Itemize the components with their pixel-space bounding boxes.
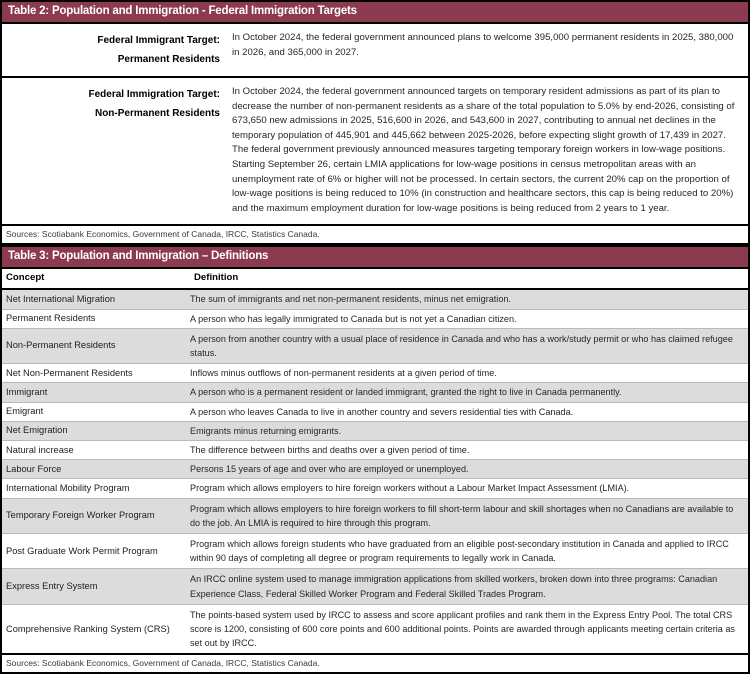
table-2-federal-immigration-targets [0,0,750,245]
table-row [2,364,748,383]
table-3-title: Table 3: Population and Immigration – Definitions [2,247,748,269]
definition-cell: Persons 15 years of age and over who are employed or unemployed. [190,464,469,475]
concept-cell: Non-Permanent Residents [6,340,116,351]
definition-cell: A person from another country with a usual place of residence in Canada and who has a work/study permit or who has claimed refugee status. [190,333,733,358]
table-2-body [2,24,748,224]
table-row [2,403,748,422]
concept-cell: Permanent Residents [6,313,96,324]
definition-cell: A person who has legally immigrated to Canada but is not yet a Canadian citizen. [190,313,517,324]
concept-cell: Labour Force [6,463,62,474]
table-row [2,329,748,364]
table-row [2,310,748,329]
definition-cell: A person who is a permanent resident or landed immigrant, granted the right to live in Canada permanently. [190,387,622,398]
table-2-row-1-label-line-2: Permanent Residents [117,54,220,65]
definition-cell: Program which allows employers to hire foreign workers to fill short-term labour and skill shortages when no Canadians are available to do the job. An LMIA is required to hire through this program. [190,503,734,528]
definition-cell: Program which allows employers to hire foreign workers without a Labour Market Impact Assessment (LMIA). [190,483,630,494]
concept-cell: Immigrant [6,386,48,397]
concept-cell: Net International Migration [6,293,116,304]
table-2-row-1-text: In October 2024, the federal government announced plans to welcome 395,000 permanent residents in 2025, 380,000 in 2026, and 365,000 in 2027. [232,32,734,58]
table-2-row-1-label [2,24,232,76]
concept-cell: Emigrant [6,406,44,417]
table-3-definitions [0,245,750,674]
definition-cell: The difference between births and deaths over a given period of time. [190,444,470,455]
table-row [2,479,748,498]
table-row [2,383,748,402]
column-header-definition: Definition [194,272,239,284]
table-3-header-row [2,269,748,290]
table-3-sources: Sources: Scotiabank Economics, Government of Canada, IRCC, Statistics Canada. [2,653,748,672]
table-2-sources: Sources: Scotiabank Economics, Government of Canada, IRCC, Statistics Canada. [2,224,748,243]
table-row [2,422,748,441]
concept-cell: Express Entry System [6,581,98,592]
table-2-row-2-text: In October 2024, the federal government announced targets on temporary resident admissions as part of its plan to decrease the number of non-permanent residents as a share of the total population to 5.0% by end-2026, consisting of 673,650 new admissions in 2025, 516,600 in 2026, and 543,600 in 2027, contributing to annual net declines in the temporary population of 445,901 and 445,662 between 2025-2026, before expecting slight growth of 17,439 in 2027. The federal government previously announced measures targeting temporary foreign workers in low-wage positions. Starting September 26, certain LMIA applications for low-wage positions in census metropolitan areas with an unemployment rate of 6% or higher will not be processed. In certain sectors, the current 20% cap on the proportion of low-wage positions is being reduced to 10% (in construction and healthcare sectors, this cap is being reduced to 20%) and the maximum employment duration for low-wage positions is being reduced from 2 years to 1 year. [232,86,735,214]
table-row [2,76,748,224]
definition-cell: The points-based system used by IRCC to assess and score applicant profiles and rank them in the Express Entry Pool. The total CRS score is 1200, consisting of 600 core points and 600 additional points. Points are awarded through applicants meeting certain criteria as set out by IRCC. [190,609,735,649]
table-3-body [2,290,748,653]
table-row [2,441,748,460]
definition-cell: The sum of immigrants and net non-permanent residents, minus net emigration. [190,294,511,305]
table-2-row-2-label-line-2: Non-Permanent Residents [94,108,220,119]
table-2-row-2-label [2,78,232,130]
column-header-concept: Concept [6,272,45,284]
definition-cell: Inflows minus outflows of non-permanent residents at a given period of time. [190,368,497,379]
table-row [2,24,748,76]
table-row [2,534,748,569]
concept-cell: Post Graduate Work Permit Program [6,545,158,556]
concept-cell: Net Non-Permanent Residents [6,367,133,378]
table-row [2,605,748,654]
definition-cell: An IRCC online system used to manage immigration applications from skilled workers, broken down into three programs: Canadian Experience Class, Federal Skilled Worker Program and Federal Skilled Trades Program. [190,574,718,599]
concept-cell: International Mobility Program [6,482,130,493]
definition-cell: Emigrants minus returning emigrants. [190,425,342,436]
concept-cell: Net Emigration [6,425,68,436]
table-row [2,290,748,309]
definition-cell: A person who leaves Canada to live in another country and severs residential ties with Canada. [190,406,574,417]
concept-cell: Comprehensive Ranking System (CRS) [6,623,170,634]
concept-cell: Temporary Foreign Worker Program [6,510,155,521]
table-2-row-1-label-line-1: Federal Immigrant Target: [97,35,220,46]
table-2-title: Table 2: Population and Immigration - Federal Immigration Targets [2,2,748,24]
table-row [2,569,748,604]
table-2-row-2-label-line-1: Federal Immigration Target: [88,89,220,100]
table-row [2,460,748,479]
table-row [2,499,748,534]
concept-cell: Natural increase [6,444,74,455]
definition-cell: Program which allows foreign students who have graduated from an eligible post-secondary institution in Canada and applied to IRCC within 90 days of completing all degree or program requirements to legally work in Canada. [190,538,729,564]
